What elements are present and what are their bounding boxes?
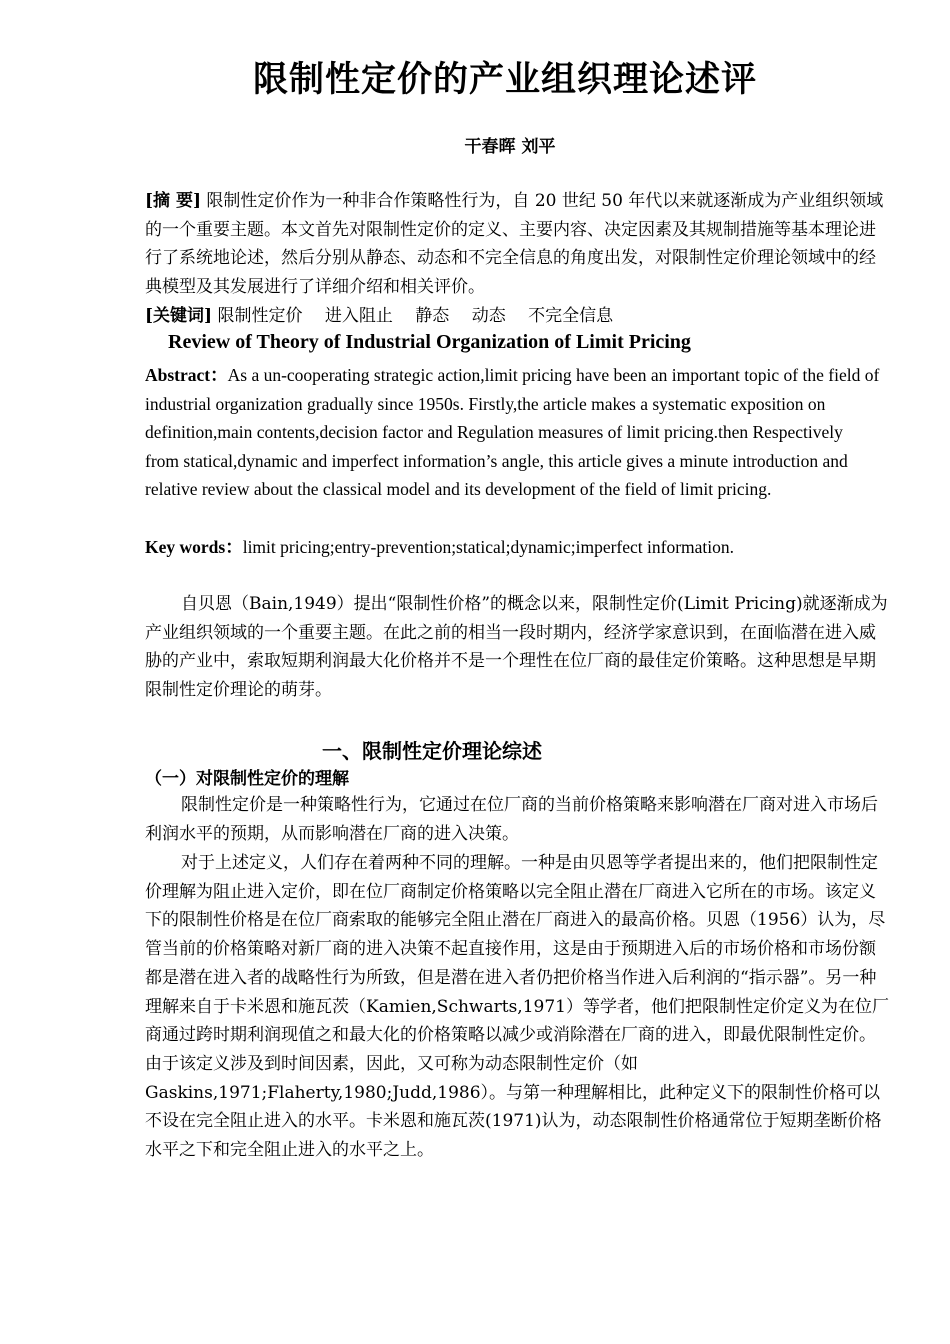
keywords-cn <box>145 302 890 331</box>
abstract-en <box>145 361 880 504</box>
body-paragraph-1: 限制性定价是一种策略性行为，它通过在位厂商的当前价格策略来影响潜在厂商对进入市场后利润水平的预期，从而影响潜在厂商的进入决策。 <box>145 795 878 844</box>
keywords-cn-label: [关键词] <box>145 306 213 326</box>
english-title: Review of Theory of Industrial Organization of Limit Pricing <box>168 331 691 353</box>
abstract-en-text: As a un-cooperating strategic action,limit pricing have been an important topic of the field of industrial organization gradually since 1950s. Firstly,the article makes a systematic exposition on definition,main contents,decision factor and Regulation measures of limit pricing.then Respectively from statical,dynamic and imperfect information’s angle, this article gives a minute introduction and relative review about the classical model and its development of the field of limit pricing. <box>145 365 880 500</box>
subsection-title: （一）对限制性定价的理解 <box>145 769 349 789</box>
intro-paragraph: 自贝恩（Bain,1949）提出“限制性价格”的概念以来，限制性定价(Limit Pricing)就逐渐成为产业组织领域的一个重要主题。在此之前的相当一段时期内，经济学家意识到，在面临潜在进入威胁的产业中，索取短期利润最大化价格并不是一个理性在位厂商的最佳定价策略。这种思想是早期限制性定价理论的萌芽。 <box>145 594 888 701</box>
paper-title: 限制性定价的产业组织理论述评 <box>252 59 757 100</box>
body-paragraph-2: 对于上述定义，人们存在着两种不同的理解。一种是由贝恩等学者提出来的，他们把限制性定价理解为阻止进入定价，即在位厂商制定价格策略以完全阻止潜在厂商进入它所在的市场。该定义下的限制性价格是在位厂商索取的能够完全阻止潜在厂商进入的最高价格。贝恩（1956）认为，尽管当前的价格策略对新厂商的进入决策不起直接作用，这是由于预期进入后的市场价格和市场份额都是潜在进入者的战略性行为所致，但是潜在进入者仍把价格当作进入后利润的“指示器”。另一种理解来自于卡米恩和施瓦茨（Kamien,Schwarts,1971）等学者，他们把限制性定价定义为在位厂商通过跨时期利润现值之和最大化的价格策略以减少或消除潜在厂商的进入，即最优限制性定价。由于该定义涉及到时间因素，因此，又可称为动态限制性定价（如 Gaskins,1971;Flaherty,1980;Judd,1986）。与第一种理解相比，此种定义下的限制性价格可以不设在完全阻止进入的水平。卡米恩和施瓦茨(1971)认为，动态限制性价格通常位于短期垄断价格水平之下和完全阻止进入的水平之上。 <box>145 853 889 1161</box>
abstract-cn-text: 限制性定价作为一种非合作策略性行为，自 20 世纪 50 年代以来就逐渐成为产业组织领域的一个重要主题。本文首先对限制性定价的定义、主要内容、决定因素及其规制措施等基本理论进行了系统地论述，然后分别从静态、动态和不完全信息的角度出发，对限制性定价理论领域中的经典模型及其发展进行了详细介绍和相关评价。 <box>145 191 884 298</box>
keywords-en-label: Key words： <box>145 537 243 557</box>
keywords-en <box>145 533 880 562</box>
section-title: 一、限制性定价理论综述 <box>322 739 542 763</box>
abstract-cn <box>145 187 890 302</box>
abstract-en-label: Abstract： <box>145 365 228 385</box>
abstract-cn-label: [摘 要] <box>145 191 202 211</box>
keywords-en-text: limit pricing;entry-prevention;statical;dynamic;imperfect information. <box>242 537 735 557</box>
keywords-cn-text: 限制性定价 进入阻止 静态 动态 不完全信息 <box>212 306 614 326</box>
authors: 干春晖 刘平 <box>464 137 556 157</box>
